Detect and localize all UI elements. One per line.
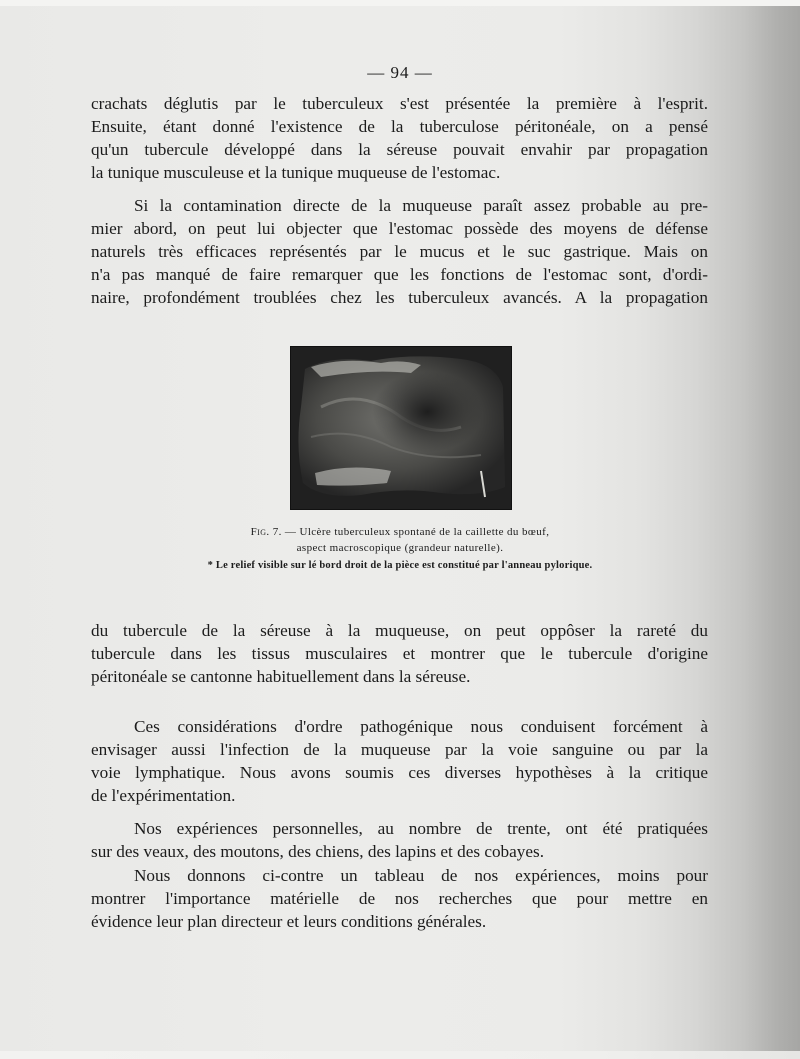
note-mark: * [207,560,214,571]
figure-label: Fig. 7. [250,526,282,538]
text-line: sur des veaux, des moutons, des chiens, des lapins et des cobayes. [91,842,544,861]
text-line: Si la contamination directe de la muqueuse paraît assez probable au pre- [134,196,708,215]
text-line: tubercule dans les tissus musculaires et montrer que le tubercule d'origine [91,644,708,663]
text-line: qu'un tubercule développé dans la séreuse pouvait envahir par propagation [91,140,708,159]
text-line: Nos expériences personnelles, au nombre de trente, ont été pratiquées [134,819,708,838]
text-line: évidence leur plan directeur et leurs conditions générales. [91,912,487,931]
paragraph-2 [91,194,708,309]
page-top-edge [0,0,800,6]
ulcer-specimen-image [291,347,511,509]
text-line: de l'expérimentation. [91,786,236,805]
text-line: crachats déglutis par le tuberculeux s'est présentée la première à l'esprit. [91,94,708,113]
text-line: envisager aussi l'infection de la muqueuse par la voie sanguine ou par la [91,740,708,759]
caption-note: * Le relief visible sur lé bord droit de la pièce est constitué par l'anneau pylorique. [207,560,593,571]
paragraph-3 [91,619,708,688]
figure-caption [0,524,800,574]
text-line: la tunique musculeuse et la tunique muqueuse de l'estomac. [91,163,501,182]
paragraph-1 [91,92,708,184]
paragraph-4 [91,715,708,807]
text-line: naturels très efficaces représentés par le mucus et le suc gastrique. Mais on [91,242,708,261]
page-bottom-edge [0,1051,800,1059]
text-line: n'a pas manqué de faire remarquer que les fonctions de l'estomac sont, d'ordi- [91,265,708,284]
text-line: mier abord, on peut lui objecter que l'estomac possède des moyens de défense [91,219,708,238]
text-line: péritonéale se cantonne habituellement dans la séreuse. [91,667,471,686]
text-line: Nous donnons ci-contre un tableau de nos expériences, moins pour [134,866,708,885]
text-line: montrer l'importance matérielle de nos recherches que pour mettre en [91,889,708,908]
caption-line-2: aspect macroscopique (grandeur naturelle). [296,542,504,554]
text-line: du tubercule de la séreuse à la muqueuse, on peut oppôser la rareté du [91,621,708,640]
text-line: voie lymphatique. Nous avons soumis ces diverses hypothèses à la critique [91,763,708,782]
text-line: Ces considérations d'ordre pathogénique nous conduisent forcément à [134,717,708,736]
page-number: — 94 — [367,63,433,82]
paragraph-6 [91,864,708,933]
paragraph-5 [91,817,708,863]
figure-photograph [290,346,512,510]
text-line: Ensuite, étant donné l'existence de la tuberculose péritonéale, on a pensé [91,117,708,136]
text-line: naire, profondément troublées chez les tuberculeux avancés. A la propagation [91,288,708,307]
caption-line-1: Fig. 7. — Ulcère tuberculeux spontané de la caillette du bœuf, [250,526,550,538]
